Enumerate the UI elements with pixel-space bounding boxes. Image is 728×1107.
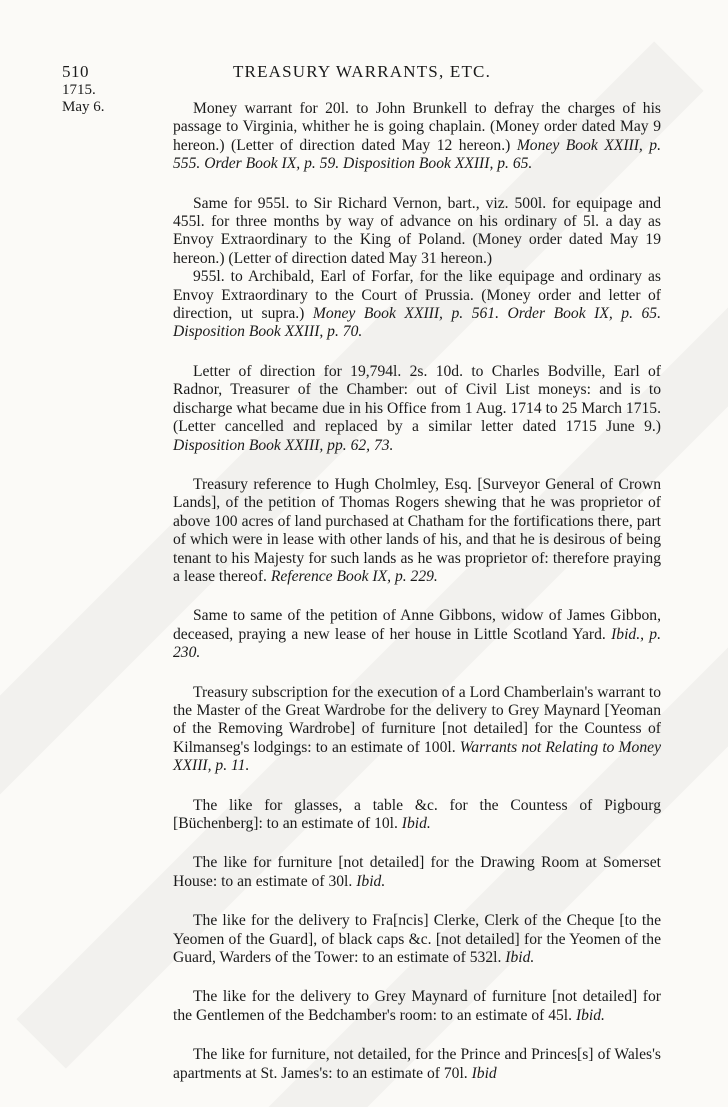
entry-paragraph: The like for the delivery to Grey Maynard of furniture [not detailed] for the Gentlemen of the Bedchamber's room: to an estimate of 45l. Ibid. <box>173 988 661 1024</box>
page-header <box>62 62 662 86</box>
entry-paragraph: Same for 955l. to Sir Richard Vernon, bart., viz. 500l. for equipage and 455l. for three months by way of advance on his ordinary of 5l. a day as Envoy Extraordinary to the King of Poland. (Money order dated May 19 hereon.) (Letter of direction dated May 31 hereon.) <box>173 194 661 267</box>
entry-paragraph: The like for furniture [not detailed] for the Drawing Room at Somerset House: to an estimate of 30l. Ibid. <box>173 854 661 890</box>
entry-paragraph: The like for furniture, not detailed, for the Prince and Princes[s] of Wales's apartments at St. James's: to an estimate of 70l. Ibid <box>173 1046 661 1082</box>
entry-paragraph: Money warrant for 20l. to John Brunkell to defray the charges of his passage to Virginia, whither he is going chaplain. (Money order dated May 9 hereon.) (Letter of direction dated May 12 hereon.) Money Book XXIII, p. 555. Order Book IX, p. 59. Disposition Book XXIII, p. 65. <box>173 100 661 173</box>
entry-paragraph: The like for glasses, a table &c. for the Countess of Pigbourg [Büchenberg]: to an estimate of 10l. Ibid. <box>173 796 661 832</box>
running-head: TREASURY WARRANTS, ETC. <box>232 62 492 81</box>
document-body <box>173 100 661 1104</box>
entry-paragraph: Letter of direction for 19,794l. 2s. 10d. to Charles Bodville, Earl of Radnor, Treasurer of the Chamber: out of Civil List moneys: and is to discharge what became due in his Office from 1 Aug. 1714 to 25 March 1715. (Letter cancelled and replaced by a similar letter dated 1715 June 9.) Disposition Book XXIII, pp. 62, 73. <box>173 362 661 454</box>
entry-paragraph: Treasury subscription for the execution of a Lord Chamberlain's warrant to the Master of the Great Wardrobe for the delivery to Grey Maynard [Yeoman of the Removing Wardrobe] of furniture [not detailed] for the Countess of Kilmanseg's lodgings: to an estimate of 100l. Warrants not Relating to Money XXIII, p. 11. <box>173 683 661 775</box>
margin-year: 1715. <box>62 82 96 98</box>
entry-paragraph: The like for the delivery to Fra[ncis] Clerke, Clerk of the Cheque [to the Yeomen of the Guard], of black caps &c. [not detailed] for the Yeomen of the Guard, Warders of the Tower: to an estimate of 532l. Ibid. <box>173 912 661 967</box>
entry-paragraph: Treasury reference to Hugh Cholmley, Esq. [Surveyor General of Crown Lands], of the petition of Thomas Rogers shewing that he was proprietor of above 100 acres of land purchased at Chatham for the fortifications there, part of which were in lease with other lands of his, and that he is desirous of being tenant to his Majesty for such lands as he was proprietor of: therefore praying a lease thereof. Reference Book IX, p. 229. <box>173 475 661 585</box>
margin-date: May 6. <box>62 99 105 115</box>
entry-paragraph: 955l. to Archibald, Earl of Forfar, for the like equipage and ordinary as Envoy Extraordinary to the Court of Prussia. (Money order and letter of direction, ut supra.) Money Book XXIII, p. 561. Order Book IX, p. 65. Disposition Book XXIII, p. 70. <box>173 268 662 341</box>
page-number: 510 <box>62 62 89 81</box>
entry-paragraph: Same to same of the petition of Anne Gibbons, widow of James Gibbon, deceased, praying a new lease of her house in Little Scotland Yard. Ibid., p. 230. <box>173 607 661 662</box>
